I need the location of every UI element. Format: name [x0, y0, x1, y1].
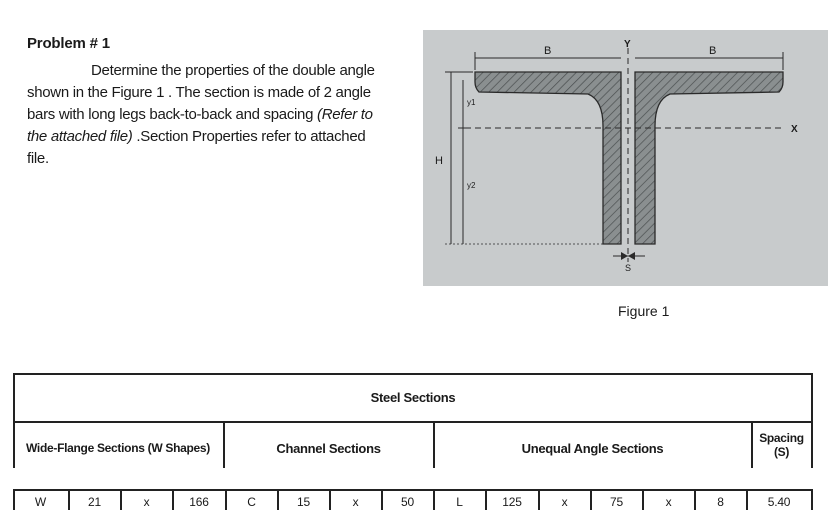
value-cell-l: L — [456, 495, 463, 509]
header-spacing-line2: (S) — [773, 445, 790, 459]
dim-s-arrow-right — [628, 252, 635, 260]
header-channel: Channel Sections — [276, 441, 381, 456]
label-y1: y1 — [467, 98, 476, 107]
right-angle-bar — [635, 72, 783, 244]
value-cell-spacing: 5.40 — [767, 495, 791, 509]
problem-line-1: Determine the properties of the double angle — [91, 62, 375, 79]
value-cell-l-thickness: 8 — [717, 495, 724, 509]
label-s: S — [625, 263, 632, 273]
problem-line-5: file. — [27, 150, 49, 167]
label-b-right: B — [709, 45, 717, 57]
problem-line-4: the attached file) .Section Properties refer to attached — [27, 128, 366, 145]
header-unequal-angle: Unequal Angle Sections — [521, 441, 664, 456]
figure-caption: Figure 1 — [618, 303, 670, 319]
value-divider-15 — [811, 489, 813, 510]
steel-sections-table — [13, 373, 813, 510]
value-cell-w-depth: 21 — [88, 495, 101, 509]
table-values-top — [13, 489, 813, 491]
label-y-axis: Y — [624, 39, 631, 50]
value-cell-c-weight: 50 — [401, 495, 414, 509]
label-y2: y2 — [467, 181, 476, 190]
header-spacing-line1: Spacing — [759, 431, 804, 445]
header-spacing — [752, 431, 811, 459]
value-cell-l-x1: x — [561, 495, 568, 509]
label-h: H — [435, 155, 443, 167]
label-x-axis: X — [791, 124, 798, 135]
value-cell-l-x2: x — [665, 495, 672, 509]
value-cell-c-x: x — [352, 495, 359, 509]
value-cell-w-x: x — [143, 495, 150, 509]
problem-line-2: shown in the Figure 1 . The section is made of 2 angle — [27, 84, 371, 101]
value-cell-c-depth: 15 — [297, 495, 310, 509]
table-top-border — [13, 373, 813, 375]
problem-line-3: bars with long legs back-to-back and spacing (Refer to — [27, 106, 373, 123]
header-wide-flange: Wide-Flange Sections (W Shapes) — [26, 441, 210, 455]
value-cell-l-short-leg: 75 — [610, 495, 623, 509]
value-cell-c: C — [247, 495, 256, 509]
table-title-divider — [13, 421, 813, 423]
dim-s-arrow-left — [621, 252, 628, 260]
value-cell-w: W — [34, 495, 47, 509]
double-angle-figure — [423, 30, 828, 286]
table-right-border — [811, 373, 813, 468]
problem-statement — [27, 60, 422, 170]
table-title: Steel Sections — [370, 390, 456, 405]
double-angle-diagram — [423, 30, 828, 286]
left-angle-bar — [475, 72, 621, 244]
label-b-left: B — [544, 45, 552, 57]
value-cell-w-weight: 166 — [189, 495, 209, 509]
problem-title: Problem # 1 — [27, 35, 110, 52]
value-cell-l-long-leg: 125 — [502, 495, 522, 509]
